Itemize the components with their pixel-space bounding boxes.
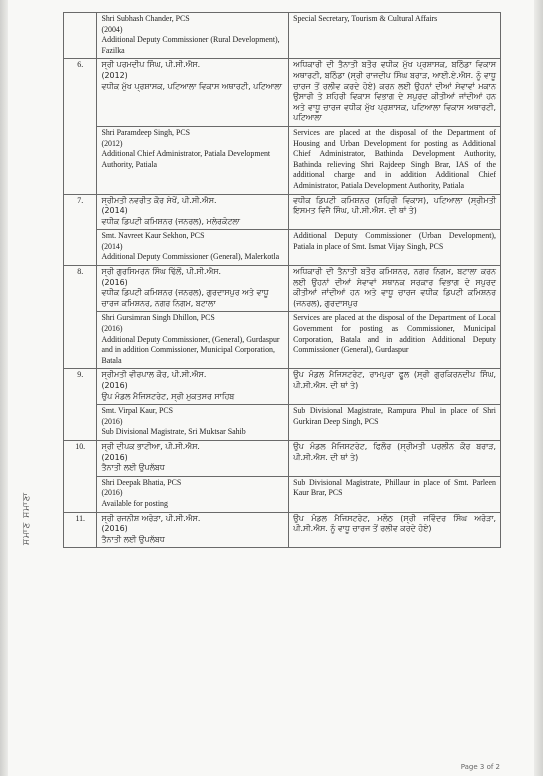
- officer-name-english-line: Shri Deepak Bhatia, PCS: [101, 477, 182, 487]
- officer-name-punjabi-line: (2016): [101, 524, 128, 534]
- new-posting-punjabi-line: ਵਧੀਕ ਡਿਪਟੀ ਕਮਿਸ਼ਨਰ (ਸ਼ਹਿਰੀ ਵਿਕਾਸ), ਪਟਿਆਲਾ (ਸ੍ਰੀਮਤੀ ਇਸਮਤ ਵਿਜੈ ਸਿੰਘ, ਪੀ.ਸੀ.ਐਸ. ਦੀ ਥਾਂ ਤੇ): [293, 195, 496, 216]
- new-posting-punjabi-line: ਉਪ ਮੰਡਲ ਮੈਜਿਸਟਰੇਟ, ਫਿਲੌਰ (ਸ੍ਰੀਮਤੀ ਪਰਲੀਨ ਕੌਰ ਬਰਾੜ, ਪੀ.ਸੀ.ਐਸ. ਦੀ ਥਾਂ ਤੇ): [293, 441, 496, 462]
- transfer-orders-table: [63, 12, 501, 548]
- table-row: [64, 476, 501, 512]
- table-row: [64, 59, 501, 127]
- new-posting-punjabi: [289, 59, 501, 127]
- table-row: [64, 369, 501, 405]
- officer-name-english-line: (2012): [101, 138, 123, 148]
- officer-name-english: [97, 476, 289, 512]
- officer-name-punjabi-line: ਉਪ ਮੰਡਲ ਮੈਜਿਸਟਰੇਟ, ਸ੍ਰੀ ਮੁਕਤਸਰ ਸਾਹਿਬ: [101, 391, 235, 401]
- officer-name-punjabi: [97, 59, 289, 127]
- new-posting-english-line: Services are placed at the disposal of the Department of Housing and Urban Development for posting as Additional Chief Administrator, Bathinda Development Authority, Bathinda relieving Shri Rajdeep Singh Brar, IAS of the additional charge and in addition Additional Chief Administrator, Patiala Development Authority, Patiala: [293, 127, 496, 190]
- officer-name-punjabi-line: (2016): [101, 452, 128, 462]
- officer-name-punjabi-line: ਵਧੀਕ ਡਿਪਟੀ ਕਮਿਸ਼ਨਰ (ਜਨਰਲ), ਮਲੇਰਕੋਟਲਾ: [101, 216, 240, 226]
- officer-name-punjabi-line: ਸ੍ਰੀਮਤੀ ਵੀਰਪਾਲ ਕੌਰ, ਪੀ.ਸੀ.ਐਸ.: [101, 370, 207, 380]
- table-row: [64, 126, 501, 194]
- new-posting-english-line: Sub Divisional Magistrate, Phillaur in place of Smt. Parleen Kaur Brar, PCS: [293, 477, 496, 498]
- document-page: [8, 0, 534, 776]
- handwritten-margin-note: ਸਮਾਣ ਸਮਾਣਾ: [22, 491, 32, 545]
- officer-name-english-line: Shri Subhash Chander, PCS: [101, 14, 190, 23]
- officer-name-punjabi: [97, 194, 289, 230]
- officer-name-english-line: Additional Deputy Commissioner (Rural Development), Fazilka: [101, 35, 280, 55]
- officer-name-punjabi: [97, 440, 289, 476]
- table-row: [64, 266, 501, 312]
- officer-name-english-line: (2016): [101, 416, 123, 426]
- officer-name-english-line: (2004): [101, 24, 123, 34]
- officer-name-punjabi-line: (2014): [101, 206, 128, 216]
- officer-name-punjabi-line: ਸ੍ਰੀ ਦੀਪਕ ਭਾਟੀਆ, ਪੀ.ਸੀ.ਐਸ.: [101, 441, 200, 451]
- officer-name-punjabi-line: ਵਧੀਕ ਡਿਪਟੀ ਕਮਿਸ਼ਨਰ (ਜਨਰਲ), ਗੁਰਦਾਸਪੁਰ ਅਤੇ ਵਾਧੂ ਚਾਰਜ ਕਮਿਸ਼ਨਰ, ਨਗਰ ਨਿਗਮ, ਬਟਾਲਾ: [101, 288, 269, 308]
- officer-name-punjabi-line: (2012): [101, 70, 128, 80]
- officer-name-english-line: Available for posting: [101, 498, 168, 508]
- table-row: [64, 512, 501, 548]
- officer-name-punjabi-line: ਵਧੀਕ ਮੁੱਖ ਪ੍ਰਸ਼ਾਸਕ, ਪਟਿਆਲਾ ਵਿਕਾਸ ਅਥਾਰਟੀ, ਪਟਿਆਲਾ: [101, 81, 282, 91]
- new-posting-punjabi: [289, 440, 501, 476]
- new-posting-punjabi: [289, 266, 501, 312]
- serial-number: 9.: [64, 369, 97, 441]
- new-posting-punjabi: [289, 369, 501, 405]
- scan-shadow-right: [534, 0, 543, 776]
- serial-number: [64, 13, 97, 59]
- officer-name-english-line: Additional Chief Administrator, Patiala Development Authority, Patiala: [101, 149, 271, 169]
- new-posting-english: [289, 405, 501, 441]
- officer-name-punjabi-line: ਸ੍ਰੀ ਗੁਰਸਿਮਰਨ ਸਿੰਘ ਢਿੱਲੋਂ, ਪੀ.ਸੀ.ਐਸ.: [101, 267, 222, 277]
- officer-name-english-line: (2016): [101, 488, 123, 498]
- serial-number: 11.: [64, 512, 97, 548]
- new-posting-english-line: Special Secretary, Tourism & Cultural Affairs: [293, 14, 438, 23]
- officer-name-english-line: (2014): [101, 241, 123, 251]
- officer-name-punjabi-line: ਤੈਨਾਤੀ ਲਈ ਉਪਲੱਬਧ: [101, 534, 165, 544]
- officer-name-punjabi-line: ਤੈਨਾਤੀ ਲਈ ਉਪਲੱਬਧ: [101, 463, 165, 473]
- officer-name-english: [97, 126, 289, 194]
- officer-name-punjabi-line: ਸ੍ਰੀ ਰਜਨੀਸ਼ ਅਰੋੜਾ, ਪੀ.ਸੀ.ਐਸ.: [101, 513, 201, 523]
- officer-name-punjabi: [97, 266, 289, 312]
- new-posting-english: [289, 126, 501, 194]
- page-footer: Page 3 of 2: [460, 763, 500, 771]
- serial-number: 7.: [64, 194, 97, 266]
- serial-number: 10.: [64, 440, 97, 512]
- new-posting-punjabi: [289, 194, 501, 230]
- officer-name-english-line: Sub Divisional Magistrate, Sri Muktsar Sahib: [101, 427, 246, 437]
- table-row: [64, 440, 501, 476]
- orders-table-body: [64, 13, 501, 548]
- table-row: [64, 405, 501, 441]
- officer-name-english-line: Smt. Navreet Kaur Sekhon, PCS: [101, 231, 205, 241]
- officer-name-english: [97, 405, 289, 441]
- new-posting-english-line: Additional Deputy Commissioner (Urban Development), Patiala in place of Smt. Ismat Vijay Singh, PCS: [293, 231, 496, 251]
- table-row: [64, 312, 501, 369]
- officer-name-english-line: (2016): [101, 324, 123, 334]
- officer-name-english-line: Additional Deputy Commissioner (General), Malerkotla: [101, 252, 280, 262]
- new-posting-english-line: Sub Divisional Magistrate, Rampura Phul in place of Shri Gurkiran Deep Singh, PCS: [293, 406, 496, 426]
- new-posting-english: [289, 476, 501, 512]
- table-row: [64, 13, 501, 59]
- officer-name-english-line: Shri Gursimran Singh Dhillon, PCS: [101, 313, 215, 323]
- officer-name-english: [97, 312, 289, 369]
- new-posting-punjabi-line: ਅਧਿਕਾਰੀ ਦੀ ਤੈਨਾਤੀ ਬਤੌਰ ਕਮਿਸ਼ਨਰ, ਨਗਰ ਨਿਗਮ, ਬਟਾਲਾ ਕਰਨ ਲਈ ਉਹਨਾਂ ਦੀਆਂ ਸੇਵਾਵਾਂ ਸਥਾਨਕ ਸਰਕਾਰ ਵਿਭਾਗ ਦੇ ਸਪੁਰਦ ਕੀਤੀਆਂ ਜਾਂਦੀਆਂ ਹਨ ਅਤੇ ਵਾਧੂ ਚਾਰਜ ਵਧੀਕ ਡਿਪਟੀ ਕਮਿਸ਼ਨਰ (ਜਨਰਲ), ਗੁਰਦਾਸਪੁਰ: [293, 267, 496, 308]
- officer-name-punjabi: [97, 369, 289, 405]
- new-posting-english: [289, 230, 501, 266]
- new-posting-punjabi-line: ਉਪ ਮੰਡਲ ਮੈਜਿਸਟਰੇਟ, ਰਾਮਪੁਰਾ ਫੂਲ (ਸ੍ਰੀ ਗੁਰਕਿਰਨਦੀਪ ਸਿੰਘ, ਪੀ.ਸੀ.ਐਸ. ਦੀ ਥਾਂ ਤੇ): [293, 370, 496, 390]
- officer-name-punjabi-line: ਸ੍ਰੀਮਤੀ ਨਵਰੀਤ ਕੌਰ ਸੇਖੋਂ, ਪੀ.ਸੀ.ਐਸ.: [101, 195, 217, 205]
- new-posting-english: [289, 13, 501, 59]
- officer-name-punjabi-line: (2016): [101, 381, 128, 390]
- serial-number: 6.: [64, 59, 97, 194]
- officer-name-punjabi: [97, 512, 289, 548]
- new-posting-punjabi-line: ਅਧਿਕਾਰੀ ਦੀ ਤੈਨਾਤੀ ਬਤੌਰ ਵਧੀਕ ਮੁੱਖ ਪ੍ਰਸ਼ਾਸਕ, ਬਠਿੰਡਾ ਵਿਕਾਸ ਅਥਾਰਟੀ, ਬਠਿੰਡਾ (ਸ੍ਰੀ ਰਾਜਦੀਪ ਸਿੰਘ ਬਰਾੜ, ਆਈ.ਏ.ਐਸ. ਨੂੰ ਵਾਧੂ ਚਾਰਜ ਤੋਂ ਰਲੀਵ ਕਰਦੇ ਹੋਏ) ਕਰਨ ਲਈ ਉਹਨਾਂ ਦੀਆਂ ਸੇਵਾਵਾਂ ਮਕਾਨ ਉਸਾਰੀ ਤੇ ਸ਼ਹਿਰੀ ਵਿਕਾਸ ਵਿਭਾਗ ਦੇ ਸਪੁਰਦ ਕੀਤੀਆਂ ਜਾਂਦੀਆਂ ਹਨ ਅਤੇ ਵਾਧੂ ਚਾਰਜ ਵਧੀਕ ਮੁੱਖ ਪ੍ਰਸ਼ਾਸਕ, ਪਟਿਆਲਾ ਵਿਕਾਸ ਅਥਾਰਟੀ, ਪਟਿਆਲਾ: [293, 60, 496, 123]
- officer-name-punjabi-line: (2016): [101, 277, 128, 287]
- officer-name-english: [97, 230, 289, 266]
- new-posting-punjabi: [289, 512, 501, 548]
- table-row: [64, 230, 501, 266]
- officer-name-punjabi-line: ਸ੍ਰੀ ਪਰਮਦੀਪ ਸਿੰਘ, ਪੀ.ਸੀ.ਐਸ.: [101, 60, 201, 70]
- officer-name-english: [97, 13, 289, 59]
- officer-name-english-line: Shri Paramdeep Singh, PCS: [101, 127, 191, 137]
- officer-name-english-line: Smt. Virpal Kaur, PCS: [101, 406, 174, 416]
- officer-name-english-line: Additional Deputy Commissioner, (General), Gurdaspur and in addition Commissioner, Municipal Corporation, Batala: [101, 334, 280, 365]
- new-posting-english-line: Services are placed at the disposal of the Department of Local Government for posting as Commissioner, Municipal Corporation, Batala and in addition Additional Deputy Commissioner (General), Gurdaspur: [293, 313, 496, 355]
- serial-number: 8.: [64, 266, 97, 369]
- scan-shadow-left: [0, 0, 8, 776]
- table-row: [64, 194, 501, 230]
- new-posting-punjabi-line: ਉਪ ਮੰਡਲ ਮੈਜਿਸਟਰੇਟ, ਮਲੋਠ (ਸ੍ਰੀ ਜਵਿੰਦਰ ਸਿੰਘ ਅਰੋੜਾ, ਪੀ.ਸੀ.ਐਸ. ਨੂੰ ਵਾਧੂ ਚਾਰਜ ਤੋਂ ਰਲੀਵ ਕਰਦੇ ਹੋਏ): [293, 513, 496, 534]
- new-posting-english: [289, 312, 501, 369]
